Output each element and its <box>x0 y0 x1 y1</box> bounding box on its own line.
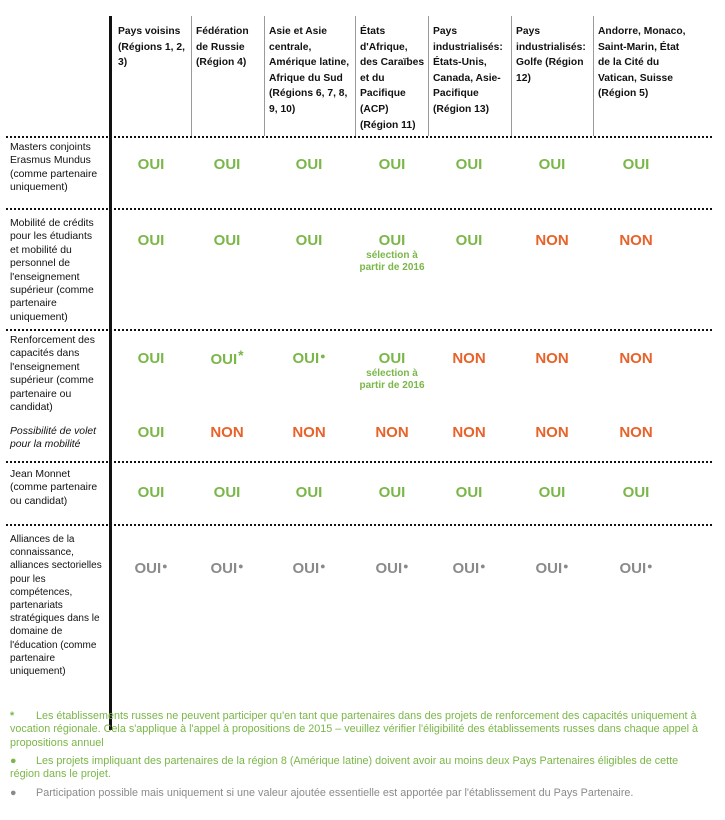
cell-yes: OUI <box>137 424 165 441</box>
cell-yes: OUI <box>137 156 165 173</box>
cell-yes: OUI <box>295 156 323 173</box>
row-divider <box>6 524 712 526</box>
cell-no: NON <box>375 424 409 441</box>
cell-yes: OUI <box>137 484 165 501</box>
column-separator <box>428 16 429 136</box>
cell-value: OUI <box>535 560 563 577</box>
column-header-russia: Fédération de Russie (Région 4) <box>196 26 249 69</box>
cell-yes: OUI <box>213 156 241 173</box>
cell-no: NON <box>619 232 653 249</box>
cell-yes: OUI <box>137 232 165 249</box>
cell-no: NON <box>619 424 653 441</box>
bullet-marker: ● <box>480 561 486 571</box>
column-separator <box>355 16 356 136</box>
cell-yes-conditional <box>517 561 587 577</box>
column-separator <box>511 16 512 136</box>
footnote-text: Participation possible mais uniquement si une valeur ajoutée essentielle est apportée par l'établissement du Pays Partenaire. <box>36 787 634 799</box>
cell-yes-conditional <box>192 561 262 577</box>
bullet-marker: ● <box>563 561 569 571</box>
cell-yes-starred <box>192 347 262 368</box>
asterisk-marker: * <box>10 710 15 722</box>
bullet-marker: ● <box>320 351 326 361</box>
cell-no: NON <box>210 424 244 441</box>
cell-value: OUI <box>292 560 320 577</box>
table-left-border <box>109 16 112 730</box>
bullet-marker: ● <box>10 755 17 767</box>
cell-yes: OUI <box>538 156 566 173</box>
cell-yes: OUI <box>455 232 483 249</box>
cell-yes-conditional <box>434 561 504 577</box>
cell-yes: OUI <box>378 350 406 367</box>
bullet-marker: ● <box>320 561 326 571</box>
bullet-marker: ● <box>403 561 409 571</box>
footnote-latin-america <box>10 755 710 782</box>
cell-value: OUI <box>619 560 647 577</box>
bullet-marker: ● <box>10 787 17 799</box>
cell-no: NON <box>452 350 486 367</box>
cell-yes: OUI <box>622 484 650 501</box>
bullet-marker: ● <box>162 561 168 571</box>
cell-yes: OUI <box>213 484 241 501</box>
column-header-region5: Andorre, Monaco, Saint-Marin, État de la Cité du Vatican, Suisse (Région 5) <box>598 26 686 100</box>
footnote-russia <box>10 710 710 750</box>
cell-value: OUI <box>452 560 480 577</box>
footnote-text: Les établissements russes ne peuvent participer qu'en tant que partenaires dans des projets de renforcement des capacités uniquement à vocation régionale. Cela s'applique à l'appel à propositions de 2015 – veuillez vérifier l'éligibilité des établissements russes dans chaque appel à propositions annuel <box>10 710 699 749</box>
row-label-mobility-strand: Possibilité de volet pour la mobilité <box>10 426 97 451</box>
cell-yes-conditional <box>274 561 344 577</box>
cell-value: OUI <box>210 351 238 368</box>
row-label-credit-mobility: Mobilité de crédits pour les étudiants et mobilité du personnel de l'enseignement supérieur (comme partenaire uniquement) <box>10 218 94 323</box>
cell-no: NON <box>452 424 486 441</box>
cell-yes: OUI <box>378 484 406 501</box>
cell-no: NON <box>619 350 653 367</box>
row-label-alliances: Alliances de la connaissance, alliances sectorielles pour les compétences, partenariats stratégiques dans le domaine de l'éducation (comme partenaire uniquement) <box>10 534 102 678</box>
footnote-text: Les projets impliquant des partenaires de la région 8 (Amérique latine) doivent avoir au moins deux Pays Partenaires éligibles de cette région dans le projet. <box>10 755 679 781</box>
column-separator <box>264 16 265 136</box>
column-separator <box>593 16 594 136</box>
cell-value: OUI <box>210 560 238 577</box>
column-separator <box>191 16 192 136</box>
bullet-marker: ● <box>647 561 653 571</box>
row-divider <box>6 329 712 331</box>
row-divider <box>6 208 712 210</box>
row-divider <box>6 136 712 138</box>
cell-yes: OUI <box>378 232 406 249</box>
column-header-industrialised-na-ap: Pays industrialisés: États-Unis, Canada, Asie-Pacifique (Région 13) <box>433 26 503 115</box>
cell-value: OUI <box>375 560 403 577</box>
column-header-neighbours: Pays voisins (Régions 1, 2, 3) <box>118 26 185 69</box>
footnote-added-value <box>10 787 710 800</box>
cell-yes: OUI <box>295 232 323 249</box>
cell-yes: OUI <box>455 156 483 173</box>
cell-yes: OUI <box>213 232 241 249</box>
cell-yes: OUI <box>538 484 566 501</box>
row-label-capacity-building: Renforcement des capacités dans l'enseignement supérieur (comme partenaire ou candidat) <box>10 335 95 414</box>
row-divider <box>6 461 712 463</box>
cell-yes-conditional <box>116 561 186 577</box>
column-header-asia-latam: Asie et Asie centrale, Amérique latine, Afrique du Sud (Régions 6, 7, 8, 9, 10) <box>269 26 350 115</box>
asterisk-marker: * <box>238 347 244 363</box>
cell-no: NON <box>535 232 569 249</box>
cell-yes: OUI <box>137 350 165 367</box>
cell-yes-dotted <box>274 351 344 367</box>
row-label-jean-monnet: Jean Monnet (comme partenaire ou candidat) <box>10 469 98 507</box>
cell-no: NON <box>292 424 326 441</box>
cell-value: OUI <box>292 350 320 367</box>
cell-yes: OUI <box>622 156 650 173</box>
cell-yes: OUI <box>295 484 323 501</box>
cell-yes-conditional <box>601 561 671 577</box>
cell-value: OUI <box>134 560 162 577</box>
column-header-industrialised-gulf: Pays industrialisés: Golfe (Région 12) <box>516 26 586 84</box>
bullet-marker: ● <box>238 561 244 571</box>
cell-yes-conditional <box>357 561 427 577</box>
cell-yes: OUI <box>455 484 483 501</box>
row-label-erasmus-mundus: Masters conjoints Erasmus Mundus (comme partenaire uniquement) <box>10 142 98 194</box>
cell-note-selection-2016: sélection à partir de 2016 <box>359 368 425 391</box>
cell-no: NON <box>535 350 569 367</box>
cell-yes: OUI <box>378 156 406 173</box>
cell-note-selection-2016: sélection à partir de 2016 <box>359 250 425 273</box>
column-header-acp: États d'Afrique, des Caraïbes et du Pacifique (ACP) (Région 11) <box>360 26 425 131</box>
cell-no: NON <box>535 424 569 441</box>
